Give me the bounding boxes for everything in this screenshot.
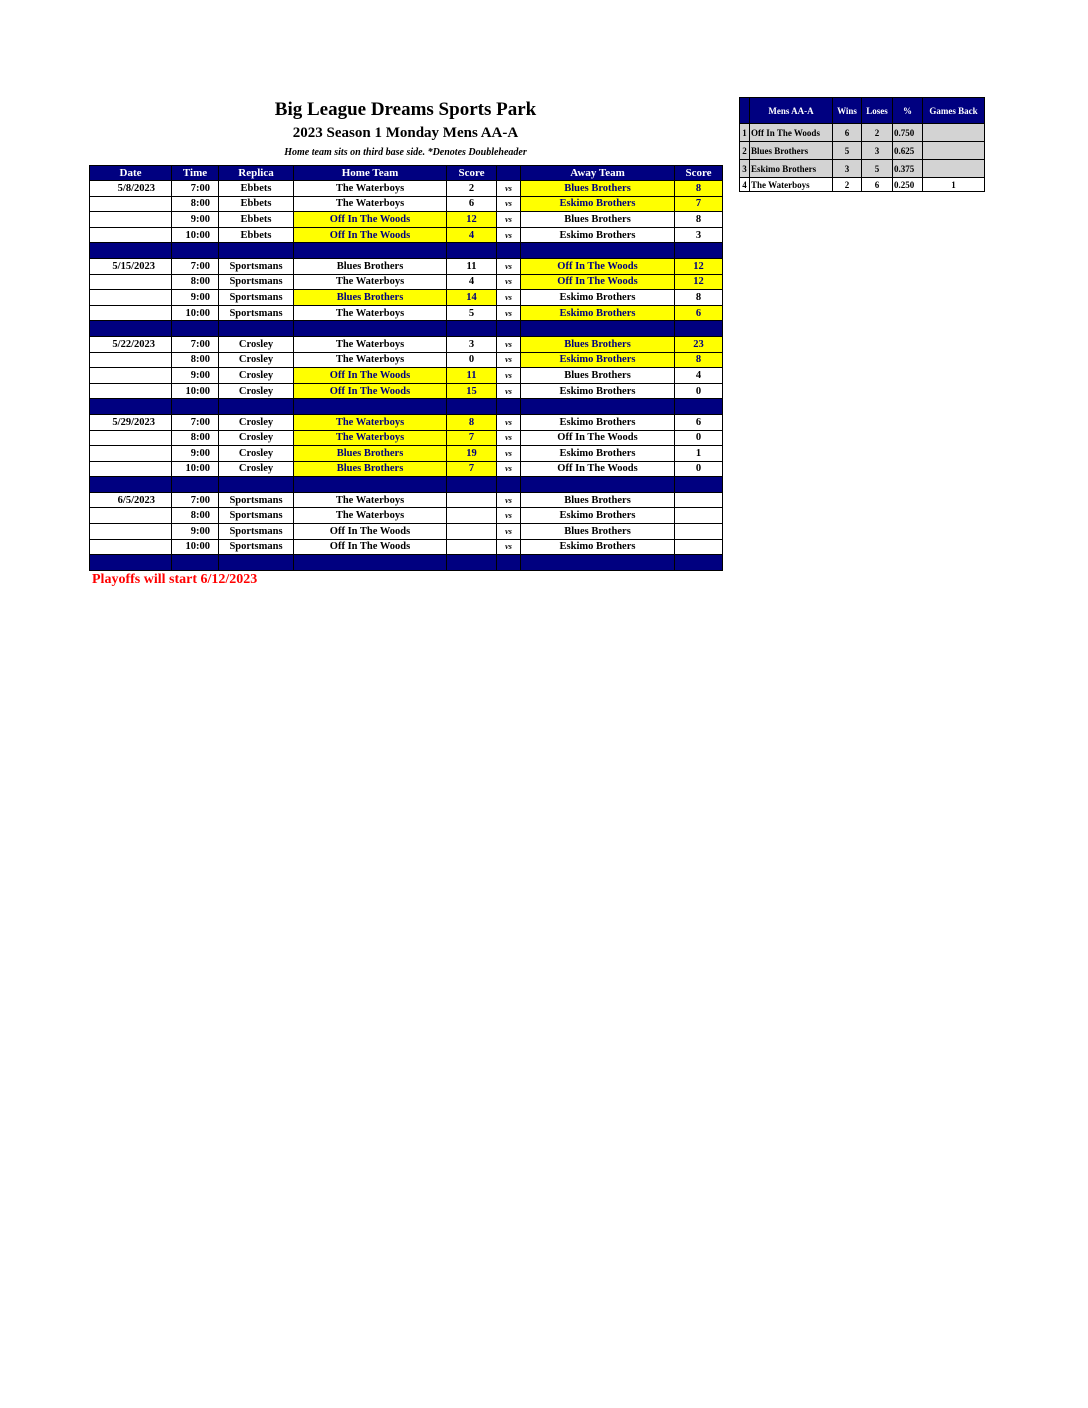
game-field: Crosley (219, 446, 294, 462)
header-away-score: Score (675, 166, 723, 181)
away-score: 8 (675, 352, 723, 368)
away-score (675, 524, 723, 540)
vs-label: vs (497, 524, 521, 540)
away-score (675, 539, 723, 555)
home-score: 19 (447, 446, 497, 462)
game-row (90, 212, 723, 228)
divider-cell (219, 243, 294, 259)
home-team: Off In The Woods (294, 227, 447, 243)
away-team: Eskimo Brothers (521, 539, 675, 555)
away-team: Off In The Woods (521, 430, 675, 446)
vs-label: vs (497, 430, 521, 446)
game-row (90, 368, 723, 384)
divider-cell (90, 243, 172, 259)
standings-header-games-back: Games Back (923, 98, 985, 124)
game-time: 10:00 (172, 539, 219, 555)
week-divider (90, 321, 723, 337)
standings-table (739, 97, 985, 192)
divider-cell (294, 477, 447, 493)
divider-cell (90, 555, 172, 571)
game-date (90, 290, 172, 306)
divider-cell (447, 321, 497, 337)
divider-cell (90, 477, 172, 493)
playoffs-note: Playoffs will start 6/12/2023 (92, 572, 258, 587)
game-time: 10:00 (172, 305, 219, 321)
standings-games-back: 1 (923, 178, 985, 192)
home-team: Off In The Woods (294, 383, 447, 399)
away-team: Eskimo Brothers (521, 414, 675, 430)
standings-wins: 2 (833, 178, 862, 192)
game-row (90, 492, 723, 508)
home-score: 15 (447, 383, 497, 399)
home-score: 7 (447, 461, 497, 477)
game-field: Sportsmans (219, 539, 294, 555)
divider-cell (675, 477, 723, 493)
game-time: 9:00 (172, 524, 219, 540)
home-score: 2 (447, 181, 497, 197)
vs-label: vs (497, 446, 521, 462)
standings-wins: 3 (833, 160, 862, 178)
standings-header-row (740, 98, 985, 124)
game-row (90, 274, 723, 290)
divider-cell (90, 399, 172, 415)
vs-label: vs (497, 508, 521, 524)
game-time: 7:00 (172, 258, 219, 274)
schedule-body (90, 181, 723, 571)
game-field: Crosley (219, 414, 294, 430)
game-date (90, 274, 172, 290)
home-team: The Waterboys (294, 274, 447, 290)
divider-cell (294, 555, 447, 571)
standings-wins: 6 (833, 124, 862, 142)
home-team: The Waterboys (294, 508, 447, 524)
away-team: Blues Brothers (521, 336, 675, 352)
standings-losses: 2 (862, 124, 893, 142)
game-time: 8:00 (172, 352, 219, 368)
game-date (90, 196, 172, 212)
away-score (675, 492, 723, 508)
game-time: 8:00 (172, 508, 219, 524)
game-row (90, 524, 723, 540)
away-team: Eskimo Brothers (521, 352, 675, 368)
home-score (447, 524, 497, 540)
divider-cell (447, 477, 497, 493)
home-score: 6 (447, 196, 497, 212)
home-score: 4 (447, 227, 497, 243)
home-team: Blues Brothers (294, 461, 447, 477)
schedule-table (89, 165, 723, 571)
game-date (90, 212, 172, 228)
divider-cell (294, 243, 447, 259)
away-score: 6 (675, 414, 723, 430)
week-divider (90, 399, 723, 415)
header-replica: Replica (219, 166, 294, 181)
game-field: Sportsmans (219, 258, 294, 274)
home-team: The Waterboys (294, 181, 447, 197)
vs-label: vs (497, 461, 521, 477)
header-date: Date (90, 166, 172, 181)
game-date (90, 539, 172, 555)
standings-rank: 4 (740, 178, 750, 192)
vs-label: vs (497, 196, 521, 212)
game-date (90, 227, 172, 243)
vs-label: vs (497, 492, 521, 508)
game-row (90, 336, 723, 352)
standings-losses: 6 (862, 178, 893, 192)
home-score: 5 (447, 305, 497, 321)
divider-cell (447, 555, 497, 571)
vs-label: vs (497, 212, 521, 228)
game-field: Crosley (219, 461, 294, 477)
header-time: Time (172, 166, 219, 181)
away-score: 8 (675, 212, 723, 228)
divider-cell (90, 321, 172, 337)
vs-label: vs (497, 539, 521, 555)
divider-cell (447, 399, 497, 415)
home-team: The Waterboys (294, 430, 447, 446)
away-score: 6 (675, 305, 723, 321)
away-team: Off In The Woods (521, 274, 675, 290)
game-field: Sportsmans (219, 492, 294, 508)
game-time: 7:00 (172, 414, 219, 430)
home-team: The Waterboys (294, 336, 447, 352)
away-score: 1 (675, 446, 723, 462)
game-row (90, 430, 723, 446)
home-team: The Waterboys (294, 492, 447, 508)
game-time: 10:00 (172, 461, 219, 477)
vs-label: vs (497, 305, 521, 321)
divider-cell (497, 321, 521, 337)
standings-team: The Waterboys (750, 178, 833, 192)
standings-pct: 0.250 (893, 178, 923, 192)
home-team: Off In The Woods (294, 539, 447, 555)
away-team: Off In The Woods (521, 258, 675, 274)
game-time: 8:00 (172, 274, 219, 290)
home-team: Blues Brothers (294, 446, 447, 462)
home-score: 14 (447, 290, 497, 306)
home-score (447, 492, 497, 508)
away-team: Blues Brothers (521, 368, 675, 384)
divider-cell (172, 321, 219, 337)
game-field: Sportsmans (219, 305, 294, 321)
week-divider (90, 555, 723, 571)
game-time: 9:00 (172, 290, 219, 306)
standings-row (740, 160, 985, 178)
schedule-note: Home team sits on third base side. *Denotes Doubleheader (284, 147, 527, 158)
away-team: Eskimo Brothers (521, 290, 675, 306)
schedule-header-row (90, 166, 723, 181)
game-date: 5/29/2023 (90, 414, 172, 430)
home-team: Blues Brothers (294, 290, 447, 306)
away-score: 7 (675, 196, 723, 212)
vs-label: vs (497, 181, 521, 197)
game-time: 7:00 (172, 336, 219, 352)
divider-cell (521, 399, 675, 415)
game-time: 10:00 (172, 383, 219, 399)
game-date (90, 352, 172, 368)
game-row (90, 383, 723, 399)
away-team: Eskimo Brothers (521, 227, 675, 243)
game-date (90, 383, 172, 399)
home-score: 12 (447, 212, 497, 228)
home-score (447, 508, 497, 524)
away-score: 3 (675, 227, 723, 243)
game-date: 5/15/2023 (90, 258, 172, 274)
vs-label: vs (497, 414, 521, 430)
standings-pct: 0.375 (893, 160, 923, 178)
game-time: 8:00 (172, 430, 219, 446)
away-team: Blues Brothers (521, 524, 675, 540)
game-time: 9:00 (172, 446, 219, 462)
game-date: 6/5/2023 (90, 492, 172, 508)
game-field: Sportsmans (219, 290, 294, 306)
header-home-score: Score (447, 166, 497, 181)
page-title: Big League Dreams Sports Park (274, 99, 537, 120)
game-field: Ebbets (219, 196, 294, 212)
standings-header-division: Mens AA-A (750, 98, 833, 124)
divider-cell (521, 477, 675, 493)
divider-cell (521, 243, 675, 259)
standings-games-back (923, 142, 985, 160)
game-date (90, 508, 172, 524)
home-team: Off In The Woods (294, 524, 447, 540)
away-score: 12 (675, 274, 723, 290)
header-home-team: Home Team (294, 166, 447, 181)
week-divider (90, 477, 723, 493)
standings-row (740, 142, 985, 160)
game-time: 7:00 (172, 181, 219, 197)
divider-cell (497, 243, 521, 259)
game-row (90, 258, 723, 274)
game-field: Sportsmans (219, 524, 294, 540)
away-team: Eskimo Brothers (521, 383, 675, 399)
away-score: 0 (675, 383, 723, 399)
season-subtitle: 2023 Season 1 Monday Mens AA-A (292, 125, 519, 141)
game-date (90, 524, 172, 540)
standings-team: Off In The Woods (750, 124, 833, 142)
home-team: Blues Brothers (294, 258, 447, 274)
game-date (90, 430, 172, 446)
home-score: 11 (447, 368, 497, 384)
standings-games-back (923, 124, 985, 142)
away-team: Eskimo Brothers (521, 446, 675, 462)
vs-label: vs (497, 290, 521, 306)
standings-wins: 5 (833, 142, 862, 160)
game-row (90, 181, 723, 197)
game-time: 9:00 (172, 368, 219, 384)
standings-losses: 5 (862, 160, 893, 178)
away-score: 8 (675, 181, 723, 197)
game-field: Crosley (219, 430, 294, 446)
divider-cell (294, 399, 447, 415)
game-row (90, 461, 723, 477)
game-field: Crosley (219, 368, 294, 384)
standings-rank: 1 (740, 124, 750, 142)
game-field: Crosley (219, 352, 294, 368)
vs-label: vs (497, 383, 521, 399)
home-score: 4 (447, 274, 497, 290)
divider-cell (219, 477, 294, 493)
game-date (90, 461, 172, 477)
divider-cell (497, 555, 521, 571)
away-team: Blues Brothers (521, 181, 675, 197)
away-score: 23 (675, 336, 723, 352)
divider-cell (675, 243, 723, 259)
game-row (90, 196, 723, 212)
away-team: Eskimo Brothers (521, 196, 675, 212)
vs-label: vs (497, 368, 521, 384)
standings-pct: 0.750 (893, 124, 923, 142)
home-score: 3 (447, 336, 497, 352)
game-time: 8:00 (172, 196, 219, 212)
divider-cell (219, 399, 294, 415)
standings-row (740, 178, 985, 192)
standings-header-wins: Wins (833, 98, 862, 124)
header-vs (497, 166, 521, 181)
game-date: 5/8/2023 (90, 181, 172, 197)
game-row (90, 352, 723, 368)
home-score: 7 (447, 430, 497, 446)
standings-header-rank (740, 98, 750, 124)
away-team: Eskimo Brothers (521, 508, 675, 524)
home-score: 8 (447, 414, 497, 430)
game-field: Ebbets (219, 227, 294, 243)
home-score: 0 (447, 352, 497, 368)
game-time: 10:00 (172, 227, 219, 243)
game-field: Sportsmans (219, 274, 294, 290)
divider-cell (294, 321, 447, 337)
away-score: 4 (675, 368, 723, 384)
game-row (90, 290, 723, 306)
vs-label: vs (497, 258, 521, 274)
standings-pct: 0.625 (893, 142, 923, 160)
away-team: Off In The Woods (521, 461, 675, 477)
home-team: The Waterboys (294, 305, 447, 321)
divider-cell (172, 243, 219, 259)
standings-team: Blues Brothers (750, 142, 833, 160)
away-score: 0 (675, 430, 723, 446)
game-time: 9:00 (172, 212, 219, 228)
divider-cell (521, 555, 675, 571)
game-row (90, 305, 723, 321)
divider-cell (172, 477, 219, 493)
home-team: The Waterboys (294, 414, 447, 430)
vs-label: vs (497, 274, 521, 290)
game-time: 7:00 (172, 492, 219, 508)
game-field: Sportsmans (219, 508, 294, 524)
divider-cell (675, 555, 723, 571)
home-score (447, 539, 497, 555)
game-row (90, 414, 723, 430)
divider-cell (497, 399, 521, 415)
game-row (90, 227, 723, 243)
home-team: Off In The Woods (294, 212, 447, 228)
away-score: 8 (675, 290, 723, 306)
divider-cell (172, 555, 219, 571)
divider-cell (219, 555, 294, 571)
game-field: Crosley (219, 336, 294, 352)
header-away-team: Away Team (521, 166, 675, 181)
game-row (90, 508, 723, 524)
standings-rank: 2 (740, 142, 750, 160)
game-date (90, 305, 172, 321)
divider-cell (675, 399, 723, 415)
standings-games-back (923, 160, 985, 178)
away-score: 0 (675, 461, 723, 477)
away-score: 12 (675, 258, 723, 274)
game-field: Crosley (219, 383, 294, 399)
standings-rank: 3 (740, 160, 750, 178)
week-divider (90, 243, 723, 259)
game-row (90, 539, 723, 555)
home-score: 11 (447, 258, 497, 274)
divider-cell (172, 399, 219, 415)
divider-cell (447, 243, 497, 259)
standings-body (740, 124, 985, 192)
game-date: 5/22/2023 (90, 336, 172, 352)
home-team: The Waterboys (294, 196, 447, 212)
game-field: Ebbets (219, 181, 294, 197)
standings-losses: 3 (862, 142, 893, 160)
standings-row (740, 124, 985, 142)
vs-label: vs (497, 352, 521, 368)
away-team: Eskimo Brothers (521, 305, 675, 321)
divider-cell (497, 477, 521, 493)
away-score (675, 508, 723, 524)
home-team: The Waterboys (294, 352, 447, 368)
standings-header-losses: Loses (862, 98, 893, 124)
game-date (90, 446, 172, 462)
game-row (90, 446, 723, 462)
standings-header-pct: % (893, 98, 923, 124)
home-team: Off In The Woods (294, 368, 447, 384)
vs-label: vs (497, 336, 521, 352)
away-team: Blues Brothers (521, 492, 675, 508)
vs-label: vs (497, 227, 521, 243)
away-team: Blues Brothers (521, 212, 675, 228)
standings-team: Eskimo Brothers (750, 160, 833, 178)
divider-cell (521, 321, 675, 337)
divider-cell (219, 321, 294, 337)
game-date (90, 368, 172, 384)
game-field: Ebbets (219, 212, 294, 228)
divider-cell (675, 321, 723, 337)
